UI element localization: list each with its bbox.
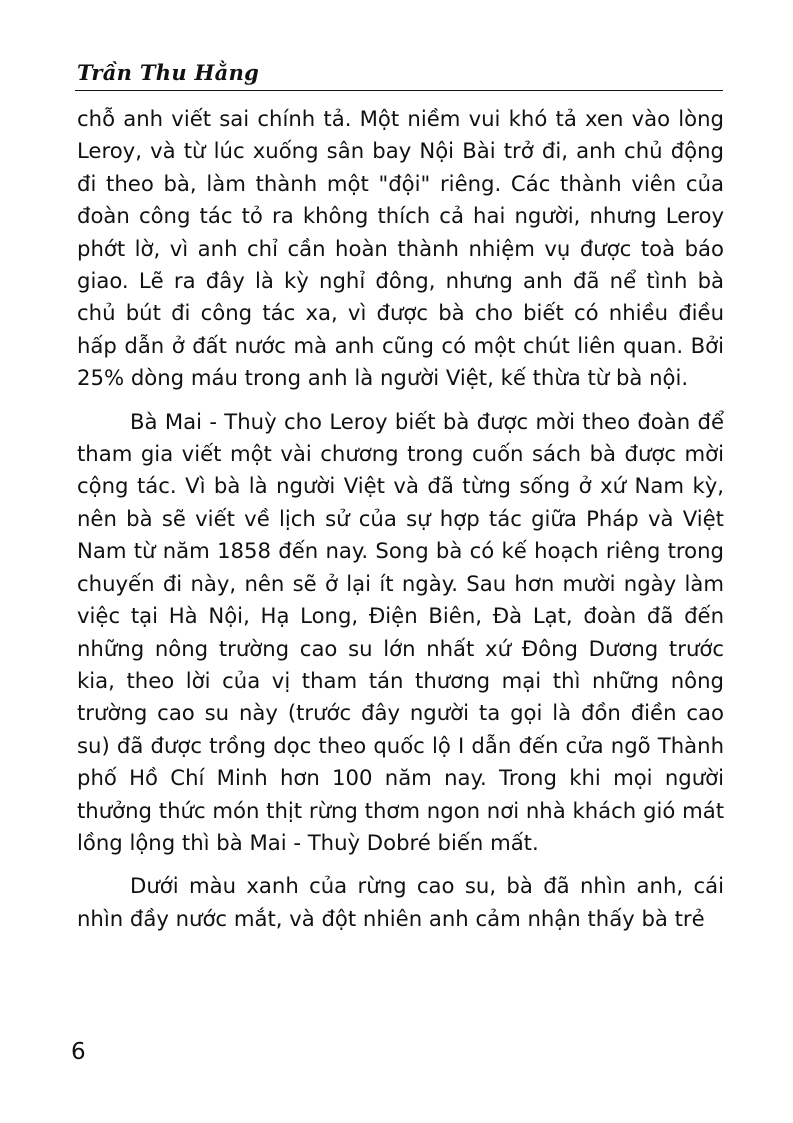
paragraph-rubber-forest: Dưới màu xanh của rừng cao su, bà đã nhìn anh, cái nhìn đầy nước mắt, và đột nhiên anh cảm nhận thấy bà trẻ (77, 873, 724, 931)
body-text (77, 103, 724, 935)
paragraph-continuation: chỗ anh viết sai chính tả. Một niềm vui khó tả xen vào lòng Leroy, và từ lúc xuống sân bay Nội Bài trở đi, anh chủ động đi theo bà, làm thành một "đội" riêng. Các thành viên của đoàn công tác tỏ ra không thích cả hai người, nhưng Leroy phớt lờ, vì anh chỉ cần hoàn thành nhiệm vụ được toà báo giao. Lẽ ra đây là kỳ nghỉ đông, nhưng anh đã nể tình bà chủ bút đi công tác xa, vì được bà cho biết có nhiều điều hấp dẫn ở đất nước mà anh cũng có một chút liên quan. Bởi 25% dòng máu trong anh là người Việt, kế thừa từ bà nội. (77, 106, 724, 391)
running-header-title: Trần Thu Hằng (77, 60, 260, 85)
page-number: 6 (71, 1039, 86, 1065)
paragraph-mai-thuy: Bà Mai - Thuỳ cho Leroy biết bà được mời theo đoàn để tham gia viết một vài chương trong cuốn sách bà được mời cộng tác. Vì bà là người Việt và đã từng sống ở xứ Nam kỳ, nên bà sẽ viết về lịch sử của sự hợp tác giữa Pháp và Việt Nam từ năm 1858 đến nay. Song bà có kế hoạch riêng trong chuyến đi này, nên sẽ ở lại ít ngày. Sau hơn mười ngày làm việc tại Hà Nội, Hạ Long, Điện Biên, Đà Lạt, đoàn đã đến những nông trường cao su lớn nhất xứ Đông Dương trước kia, theo lời của vị tham tán thương mại thì những nông trường cao su này (trước đây người ta gọi là đồn điền cao su) đã được trồng dọc theo quốc lộ I dẫn đến cửa ngõ Thành phố Hồ Chí Minh hơn 100 năm nay. Trong khi mọi người thưởng thức món thịt rừng thơm ngon nơi nhà khách gió mát lồng lộng thì bà Mai - Thuỳ Dobré biến mất. (77, 408, 724, 855)
header-rule (75, 90, 723, 91)
